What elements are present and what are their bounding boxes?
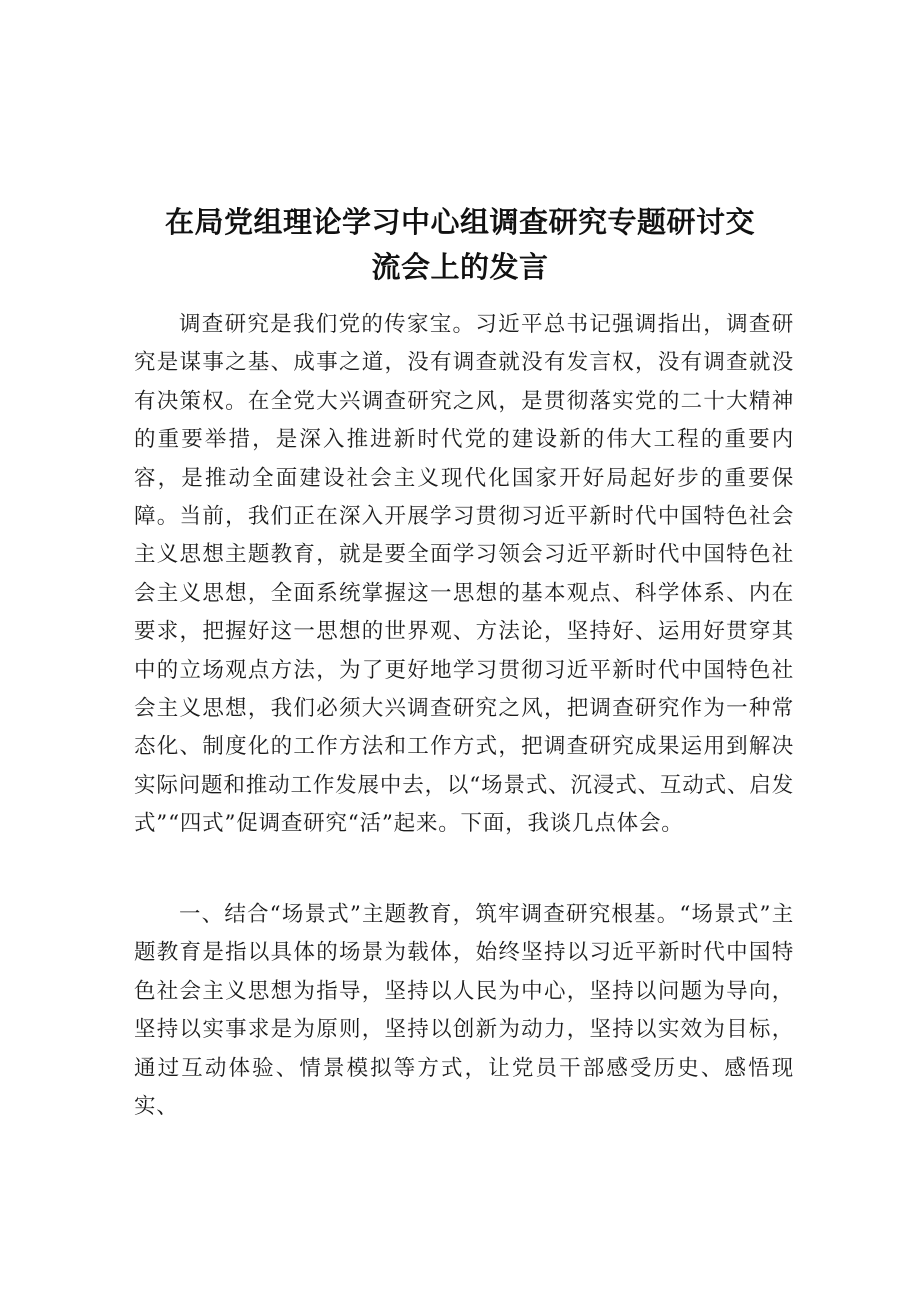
document-title-line-2: 流会上的发言 (371, 250, 549, 284)
body-paragraph-intro: 调查研究是我们党的传家宝。习近平总书记强调指出，调查研究是谋事之基、成事之道，没有调查就没有发言权，没有调查就没有决策权。在全党大兴调查研究之风，是贯彻落实党的二十大精神的重要举措，是深入推进新时代党的建设新的伟大工程的重要内容，是推动全面建设社会主义现代化国家开好局起好步的重要保障。当前，我们正在深入开展学习贯彻习近平新时代中国特色社会主义思想主题教育，就是要全面学习领会习近平新时代中国特色社会主义思想，全面系统掌握这一思想的基本观点、科学体系、内在要求，把握好这一思想的世界观、方法论，坚持好、运用好贯穿其中的立场观点方法，为了更好地学习贯彻习近平新时代中国特色社会主义思想，我们必须大兴调查研究之风，把调查研究作为一种常态化、制度化的工作方法和工作方式，把调查研究成果运用到解决实际问题和推动工作发展中去，以“场景式、沉浸式、互动式、启发式”“四式”促调查研究“活”起来。下面，我谈几点体会。 (134, 312, 794, 837)
body-paragraph-section-1: 一、结合“场景式”主题教育，筑牢调查研究根基。“场景式”主题教育是指以具体的场景为载体，始终坚持以习近平新时代中国特色社会主义思想为指导，坚持以人民为中心，坚持以问题为导向，坚持以实事求是为原则，坚持以创新为动力，坚持以实效为目标，通过互动体验、情景模拟等方式，让党员干部感受历史、感悟现实、 (134, 902, 794, 1120)
document-title-line-1: 在局党组理论学习中心组调查研究专题研讨交 (164, 205, 755, 239)
